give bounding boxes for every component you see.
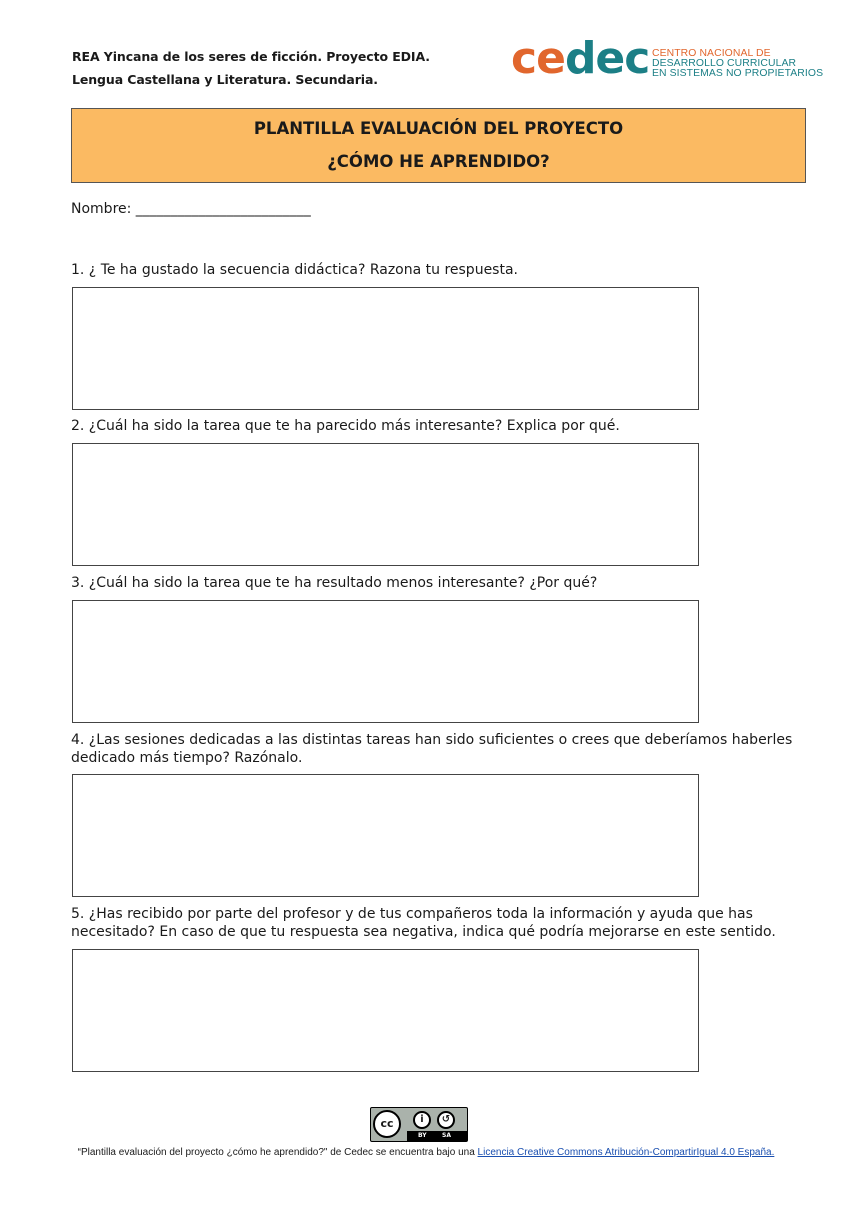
license-footer: [40, 1146, 812, 1159]
question-3: 3. ¿Cuál ha sido la tarea que te ha resultado menos interesante? ¿Por qué?: [71, 575, 598, 591]
cedec-logo-tagline: CENTRO NACIONAL DE DESARROLLO CURRICULAR EN SISTEMAS NO PROPIETARIOS: [652, 48, 824, 79]
question-5: 5. ¿Has recibido por parte del profesor y de tus compañeros toda la información y ayuda que has necesitado? En caso de que tu respuesta sea negativa, indica qué podría mejorarse en este sentido.: [71, 906, 776, 940]
header-project-title: REA Yincana de los seres de ficción. Proyecto EDIA.: [72, 49, 430, 64]
badge-strip: [407, 1131, 467, 1141]
answer-box-3[interactable]: [72, 600, 699, 723]
cedec-logo-word: cedec: [511, 33, 650, 84]
cc-icon: cc: [373, 1110, 401, 1138]
cc-by-sa-icon[interactable]: [370, 1107, 468, 1142]
share-alike-icon: ↺: [437, 1111, 455, 1129]
title-line-2: ¿CÓMO HE APRENDIDO?: [327, 152, 550, 171]
license-text: “Plantilla evaluación del proyecto ¿cómo he aprendido?" de Cedec se encuentra bajo una: [77, 1147, 478, 1158]
title-line-1: PLANTILLA EVALUACIÓN DEL PROYECTO: [253, 119, 624, 138]
title-banner: [71, 108, 806, 183]
by-label: BY: [418, 1132, 427, 1139]
attribution-icon: i: [413, 1111, 431, 1129]
question-2: 2. ¿Cuál ha sido la tarea que te ha parecido más interesante? Explica por qué.: [71, 418, 620, 434]
answer-box-4[interactable]: [72, 774, 699, 897]
header-subject: Lengua Castellana y Literatura. Secundaria.: [72, 72, 378, 87]
question-4: 4. ¿Las sesiones dedicadas a las distintas tareas han sido suficientes o crees que deberíamos haberles dedicado más tiempo? Razónalo.: [71, 732, 793, 766]
answer-box-5[interactable]: [72, 949, 699, 1072]
answer-box-2[interactable]: [72, 443, 699, 566]
license-link[interactable]: Licencia Creative Commons Atribución-CompartirIgual 4.0 España.: [477, 1147, 775, 1158]
question-1: 1. ¿ Te ha gustado la secuencia didáctica? Razona tu respuesta.: [71, 262, 518, 278]
name-field: Nombre: _________________________: [71, 201, 311, 217]
cedec-logo: [511, 33, 824, 88]
sa-label: SA: [442, 1132, 451, 1139]
answer-box-1[interactable]: [72, 287, 699, 410]
